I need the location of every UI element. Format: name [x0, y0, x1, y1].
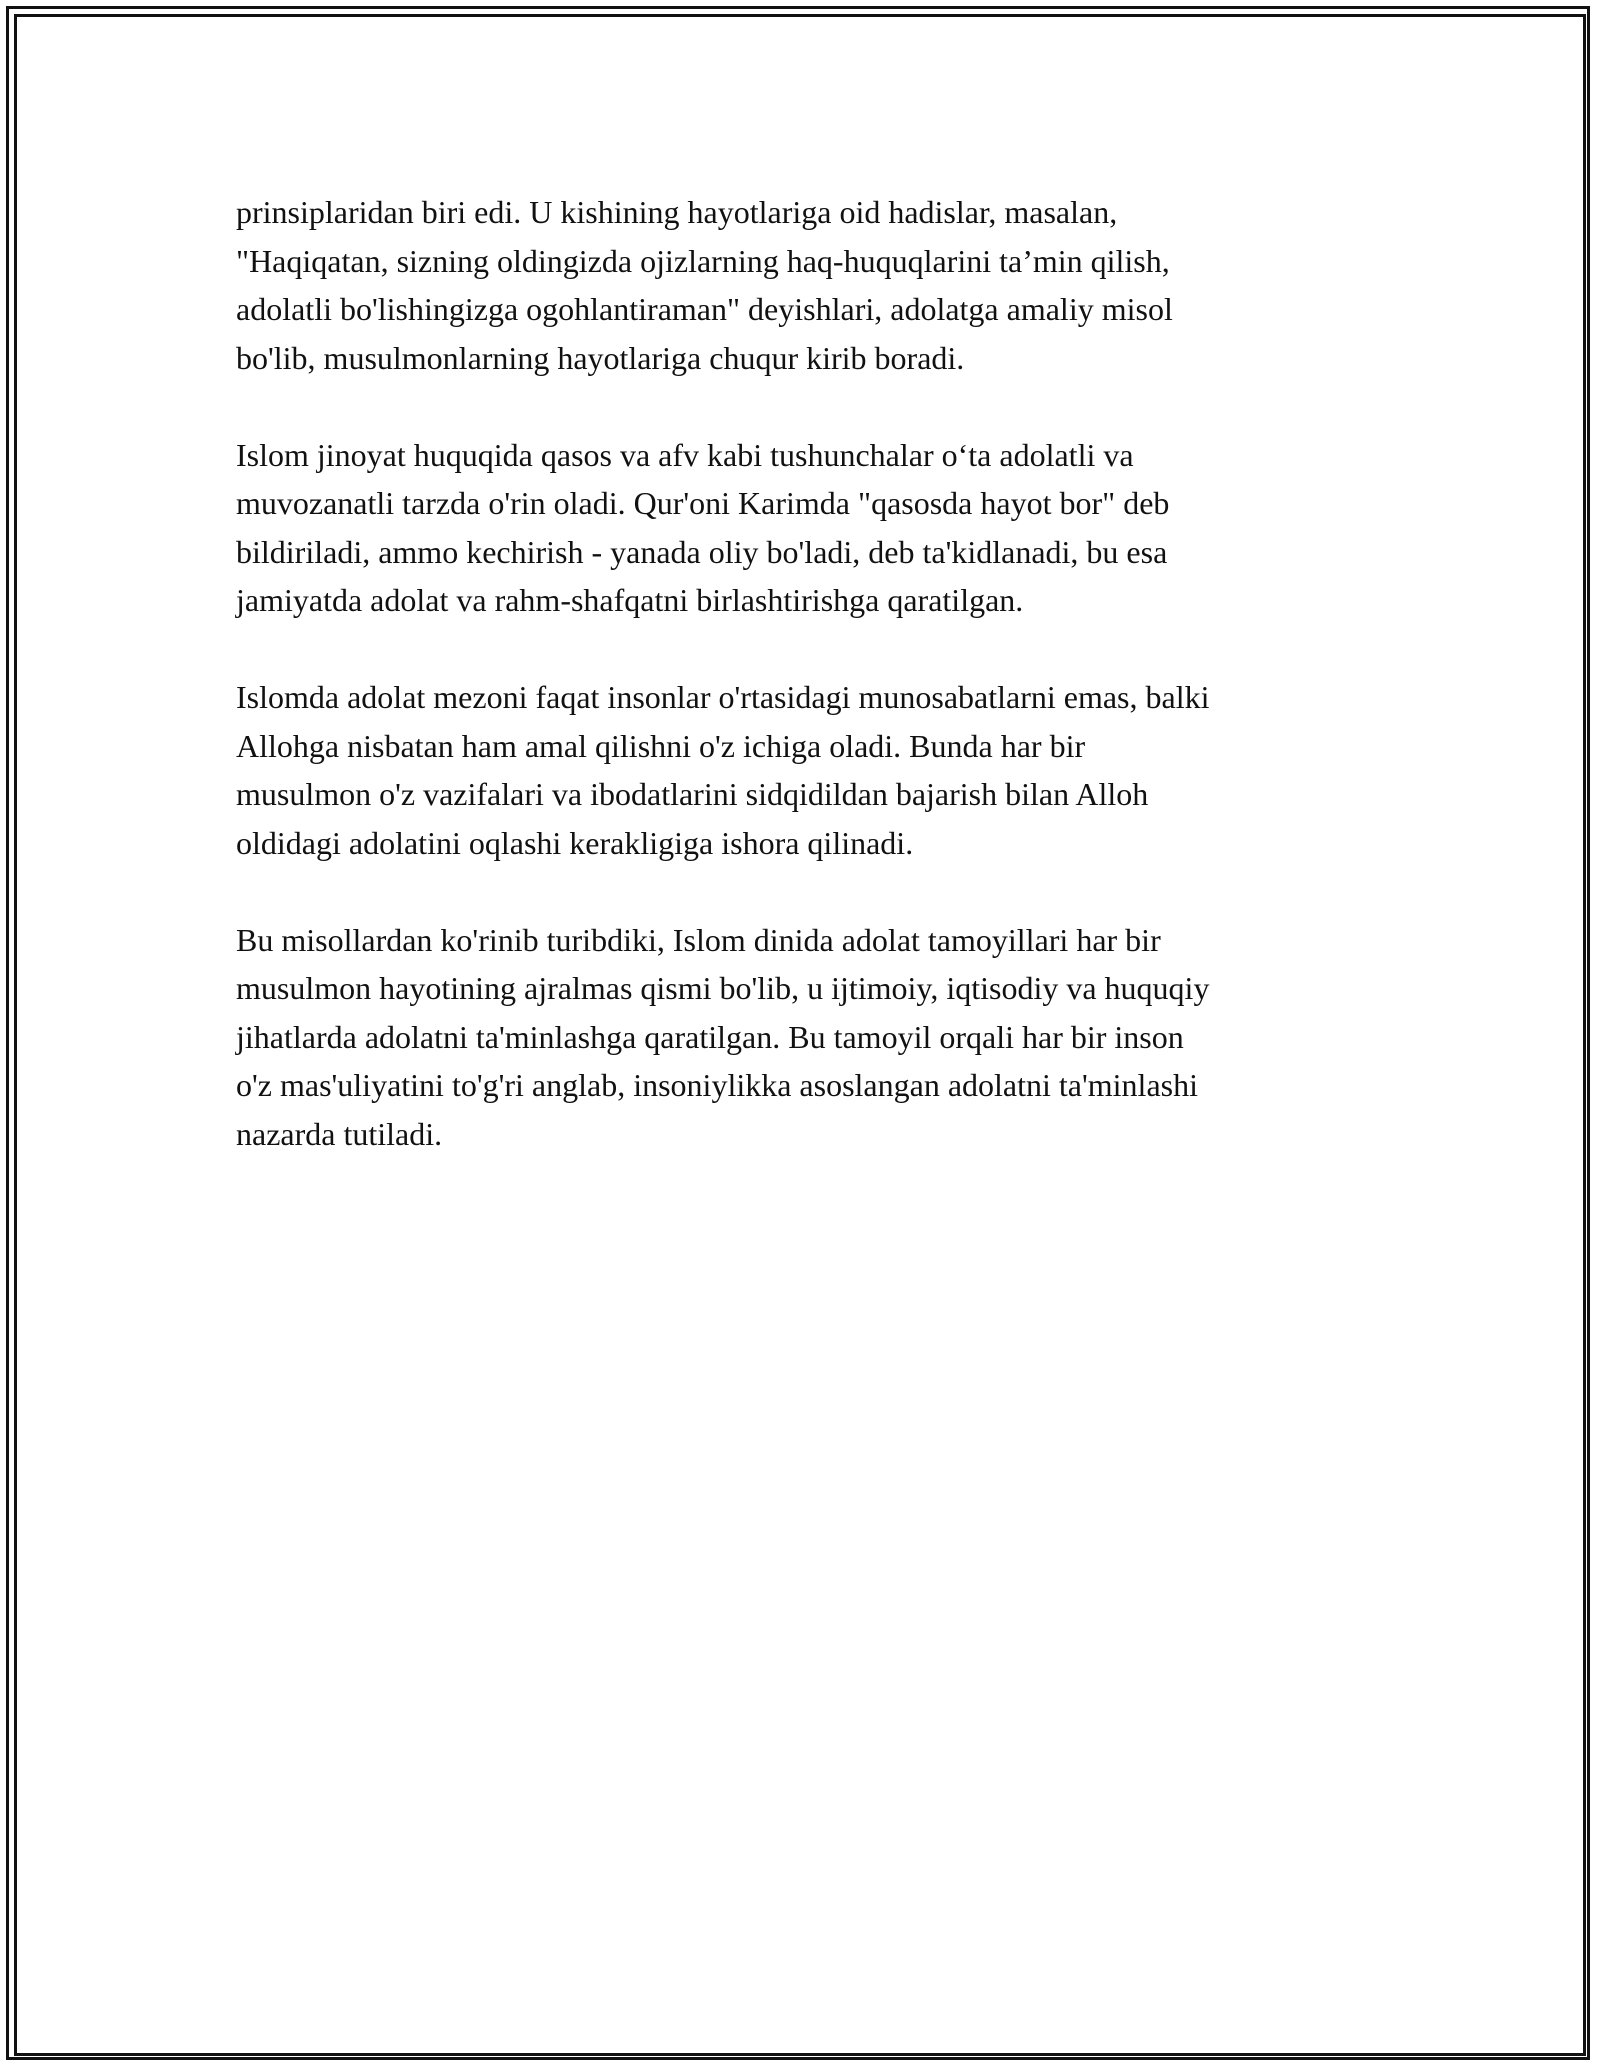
paragraph-2: Islom jinoyat huquqida qasos va afv kabi tushunchalar o‘ta adolatli va muvozanatli tarzda o'rin oladi. Qur'oni Karimda "qasosda hayot bor" deb bildiriladi, ammo kechirish - yanada oliy bo'ladi, deb ta'kidlanadi, bu esa jamiyatda adolat va rahm-shafqatni birlashtirishga qaratilgan.: [236, 436, 1170, 618]
paragraph-1: prinsiplaridan biri edi. U kishining hayotlariga oid hadislar, masalan, "Haqiqatan, sizning oldingizda ojizlarning haq-huquqlarini ta’min qilish, adolatli bo'lishingizga ogohlantiraman" deyishlari, adolatga amaliy misol bo'lib, musulmonlarning hayotlariga chuqur kirib boradi.: [236, 194, 1173, 376]
paragraph-4: Bu misollardan ko'rinib turibdiki, Islom dinida adolat tamoyillari har bir musulmon hayotining ajralmas qismi bo'lib, u ijtimoiy, iqtisodiy va huquqiy jihatlarda adolatni ta'minlashga qaratilgan. Bu tamoyil orqali har bir inson o'z mas'uliyatini to'g'ri anglab, insoniylikka asoslangan adolatni ta'minlashi nazarda tutiladi.: [236, 921, 1210, 1152]
paragraph-3: Islomda adolat mezoni faqat insonlar o'rtasidagi munosabatlarni emas, balki Allohga nisbatan ham amal qilishni o'z ichiga oladi. Bunda har bir musulmon o'z vazifalari va ibodatlarini sidqidildan bajarish bilan Alloh oldidagi adolatini oqlashi kerakligiga ishora qilinadi.: [236, 679, 1210, 861]
document-body: [236, 188, 1366, 1158]
